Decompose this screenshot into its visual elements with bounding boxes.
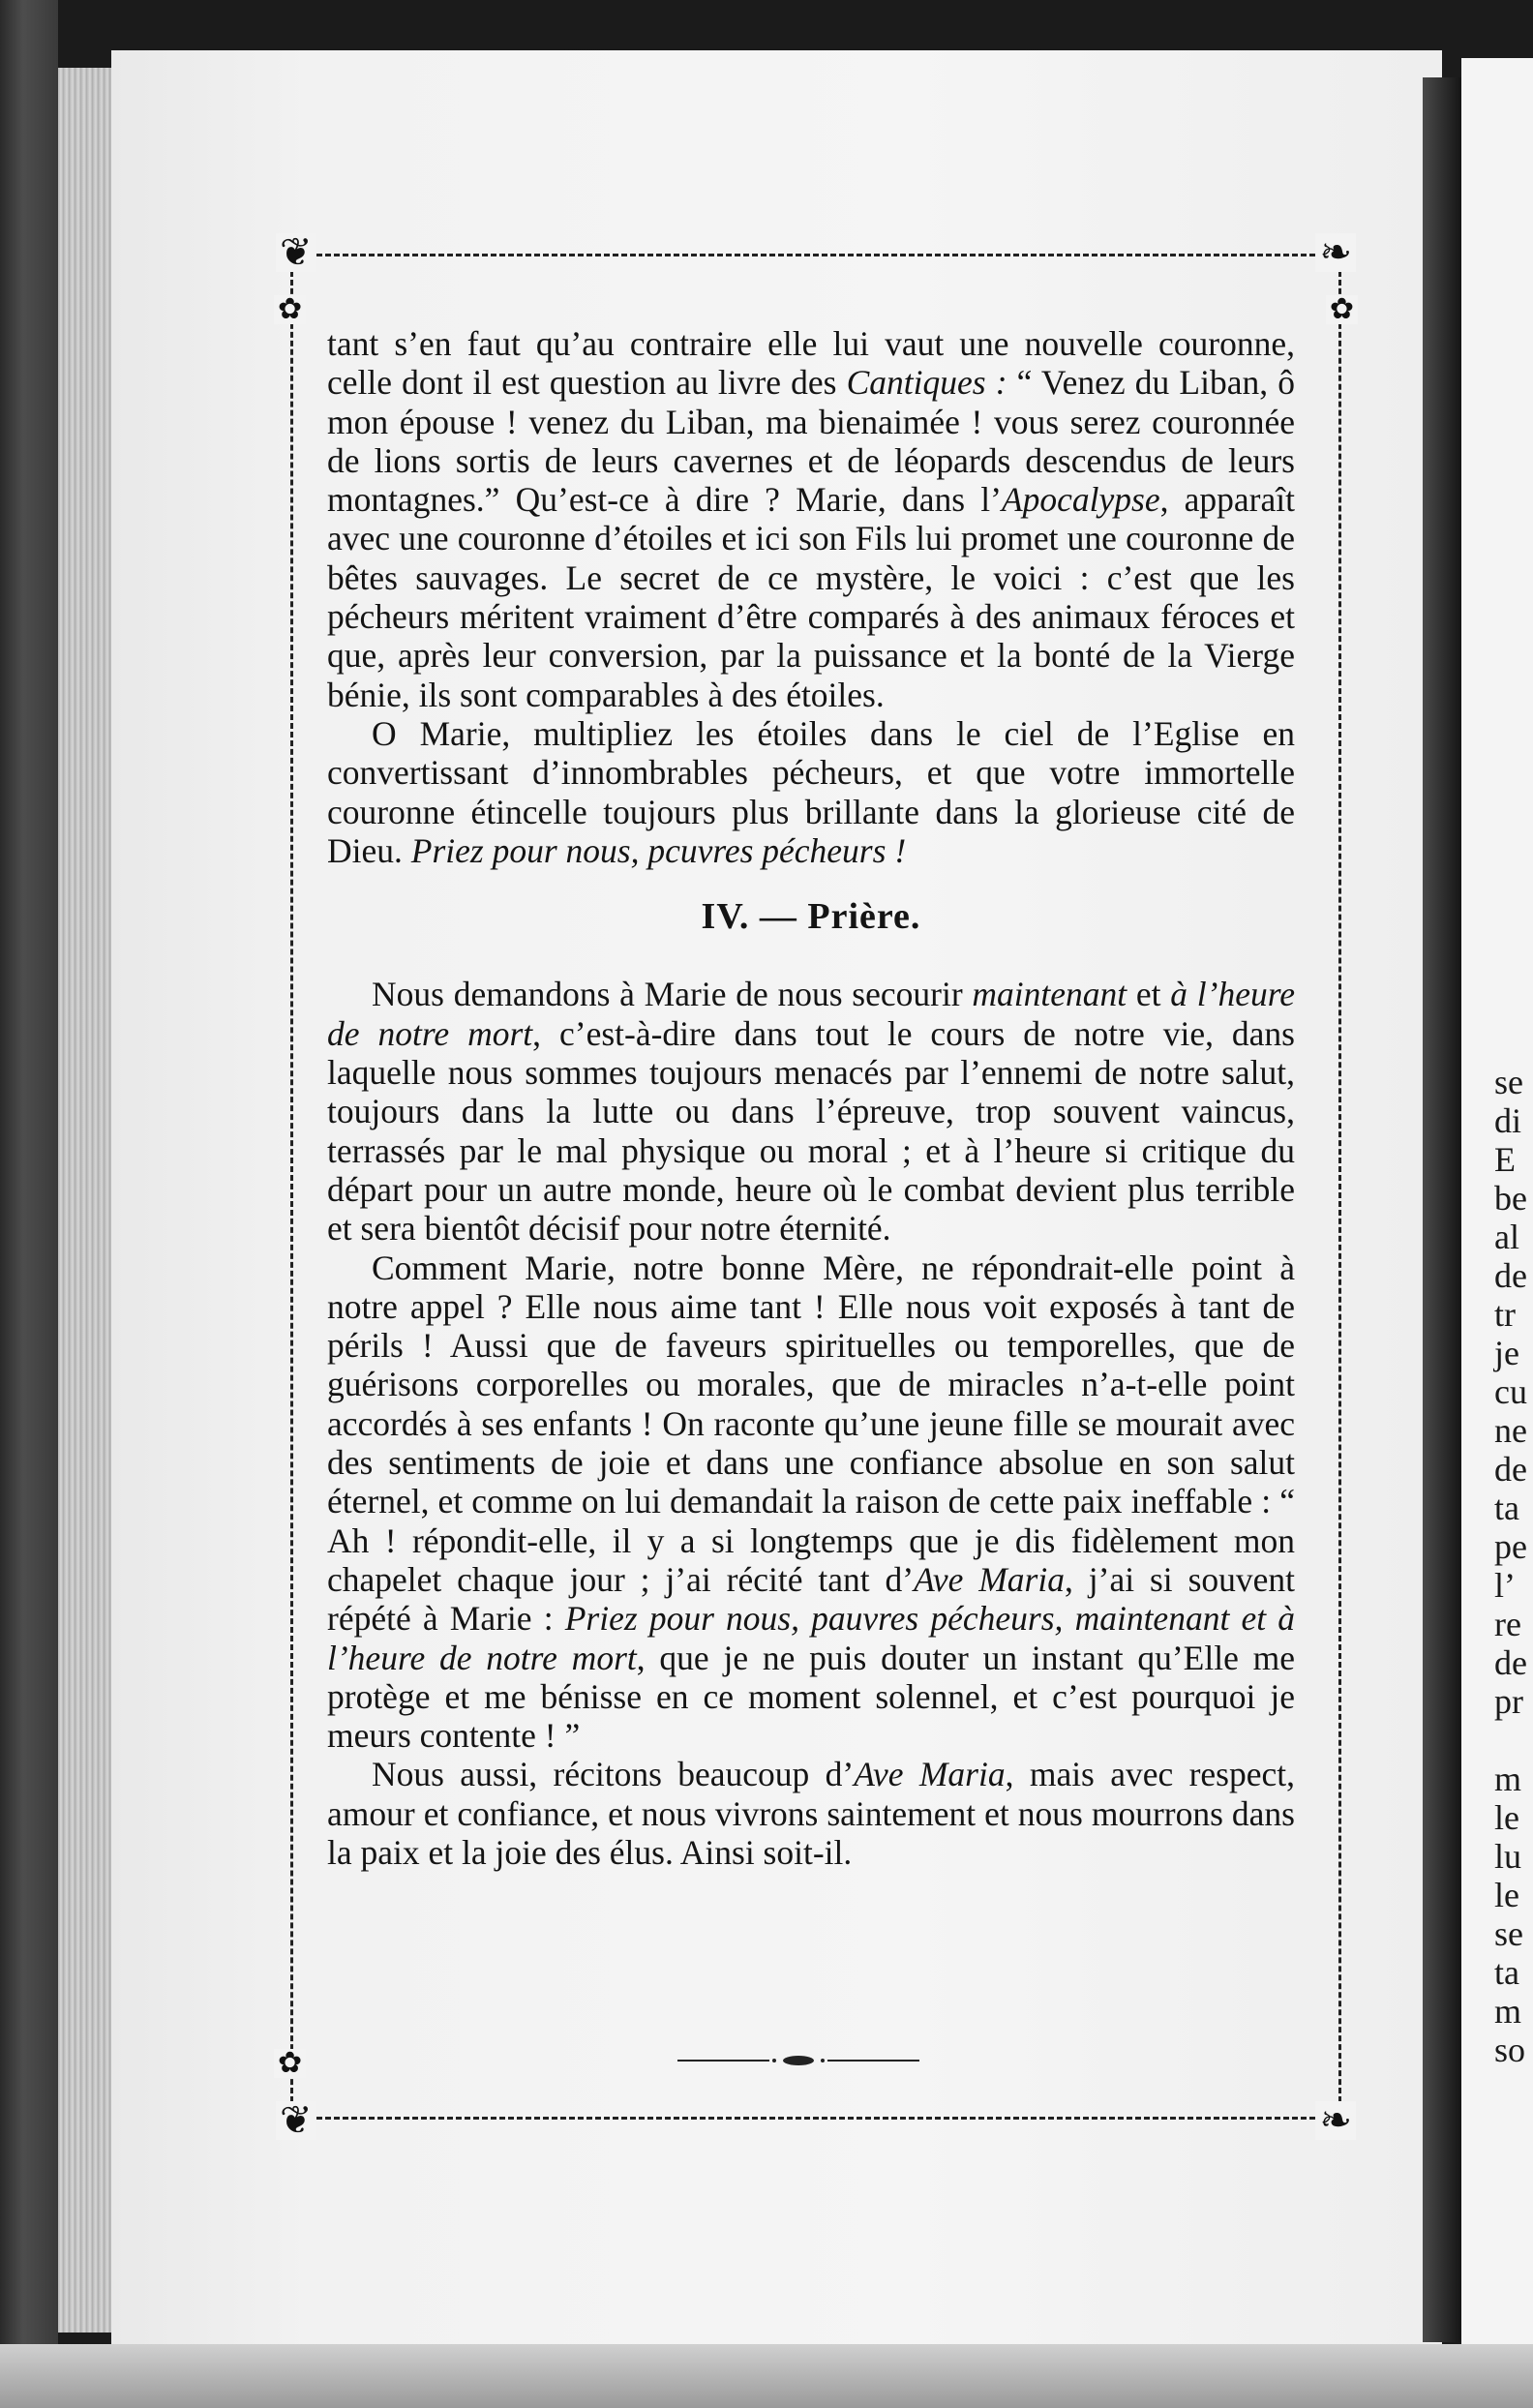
adjacent-line-fragment: se (1494, 1063, 1523, 1101)
italic-segment: Ave Maria (854, 1755, 1006, 1794)
floral-corner-icon: ✿ (1326, 295, 1358, 324)
adjacent-line-fragment: ta (1494, 1953, 1519, 1992)
adjacent-line-fragment: le (1494, 1876, 1519, 1914)
paragraph-p4 (327, 1249, 1295, 1756)
adjacent-line-fragment: be (1494, 1179, 1527, 1218)
adjacent-line-fragment: E (1494, 1140, 1516, 1179)
scan-bottom-edge (0, 2344, 1533, 2408)
text-segment: Comment Marie, notre bonne Mère, ne répondrait-elle point à notre appel ? Elle nous aime tant ! Elle nous voit exposés à tant de périls ! Aussi que de faveurs spirituelles ou temporelles, que de guérisons corporelles ou morales, que de miracles n’a-t-elle point accordés à ses enfants ! On raconte qu’une jeune fille se mourait avec des sentiments de joie et dans une confiance absolue en son salut éternel, et comme on lui demandait la raison de cette paix ineffable : “ Ah ! répondit-elle, il y a si longtemps que je dis fidèlement mon chapelet chaque jour ; j’ai récité tant d’ (327, 1248, 1295, 1599)
adjacent-line-fragment: m (1494, 1760, 1522, 1798)
section-heading: IV. — Prière. (701, 896, 921, 938)
adjacent-line-fragment: de (1494, 1256, 1527, 1295)
adjacent-page (1461, 58, 1533, 2362)
adjacent-line-fragment: so (1494, 2031, 1526, 2069)
floral-corner-icon: ❧ (1315, 2101, 1356, 2140)
text-segment: et (1127, 975, 1171, 1014)
adjacent-line-fragment: pe (1494, 1527, 1527, 1566)
text-segment: tant s’en faut qu’au contraire elle lui vaut une nouvelle couronne, celle dont il est question au livre des (327, 324, 1295, 403)
book-spine (1423, 77, 1461, 2342)
adjacent-line-fragment: lu (1494, 1837, 1522, 1876)
adjacent-line-fragment: le (1494, 1798, 1519, 1837)
text-segment: , c’est-à-dire dans tout le cours de notre vie, dans laquelle nous sommes toujours menacés par l’ennemi de notre salut, toujours dans la lutte ou dans l’épreuve, trop souvent vaincus, terrassés par le mal physique ou moral ; et à l’heure si critique du départ pour un autre monde, heure où le combat devient plus terrible et sera bientôt décisif pour notre éternité. (327, 1013, 1295, 1249)
text-block-upper (327, 324, 1295, 870)
text-segment: O Marie, multipliez les étoiles dans le ciel de l’Eglise en convertissant d’innombrables pécheurs, et que votre immortelle couronne étincelle toujours plus brillante dans la glorieuse cité de Dieu. (327, 713, 1295, 870)
adjacent-line-fragment: tr (1494, 1295, 1516, 1334)
text-segment: , mais avec respect, amour et confiance, et nous vivrons saintement et nous mourrons dans la paix et la joie des élus. Ainsi soit-il. (327, 1755, 1296, 1872)
italic-segment: Apocalypse (1001, 480, 1160, 520)
tailpiece-ornament-icon (677, 2055, 919, 2066)
italic-segment: maintenant (972, 975, 1127, 1014)
adjacent-line-fragment: je (1494, 1334, 1519, 1372)
text-segment: Nous aussi, récitons beaucoup d’ (372, 1755, 855, 1794)
text-segment: Nous demandons à Marie de nous secourir (372, 975, 973, 1014)
adjacent-line-fragment: al (1494, 1218, 1519, 1256)
adjacent-line-fragment: l’ (1494, 1566, 1516, 1605)
floral-corner-icon: ❦ (276, 2101, 316, 2140)
text-segment: “ Venez du Liban, ô mon épouse ! venez du Liban, ma bienaimée ! vous serez couronnée de lions sortis de leurs cavernes et de léopards descendus de leurs montagnes.” Qu’est-ce à dire ? Marie, dans l’ (327, 363, 1295, 520)
text-segment: , que je ne puis douter un instant qu’Elle me protège et me bénisse en ce moment solennel, et c’est pourquoi je meurs contente ! ” (327, 1638, 1295, 1756)
paragraph-p2 (327, 714, 1295, 870)
italic-segment: Priez pour nous, pauvres pécheurs, maintenant et à l’heure de notre mort (327, 1599, 1295, 1677)
floral-corner-icon: ❧ (1315, 233, 1356, 272)
adjacent-line-fragment: cu (1494, 1372, 1527, 1411)
adjacent-line-fragment: ta (1494, 1489, 1519, 1527)
italic-segment: à l’heure de notre mort (327, 975, 1296, 1053)
text-segment: , apparaît avec une couronne d’étoiles et ici son Fils lui promet une couronne de bêtes sauvages. Le secret de ce mystère, le voici : c’est que les pécheurs méritent vraiment d’être comparés à des animaux féroces et que, après leur conversion, par la puissance et la bonté de la Vierge bénie, ils sont comparables à des étoiles. (327, 480, 1295, 714)
adjacent-line-fragment: ne (1494, 1411, 1527, 1450)
adjacent-line-fragment: se (1494, 1914, 1523, 1953)
scan-gutter (0, 0, 58, 2408)
text-block-lower (327, 975, 1295, 1872)
adjacent-line-fragment: de (1494, 1643, 1527, 1682)
page-edges (58, 68, 113, 2333)
italic-segment: Priez pour nous, pcuvres pécheurs ! (410, 830, 907, 870)
text-segment: , j’ai si souvent répété à Marie : (327, 1559, 1296, 1639)
adjacent-line-fragment: m (1494, 1992, 1522, 2031)
italic-segment: Cantiques : (846, 363, 1007, 403)
adjacent-line-fragment: de (1494, 1450, 1527, 1489)
adjacent-line-fragment: pr (1494, 1682, 1523, 1721)
adjacent-line-fragment: di (1494, 1101, 1522, 1140)
adjacent-line-fragment: re (1494, 1605, 1521, 1643)
paragraph-p1 (327, 324, 1295, 714)
italic-segment: Ave Maria (914, 1559, 1065, 1599)
floral-corner-icon: ✿ (274, 295, 306, 324)
floral-corner-icon: ✿ (274, 2049, 306, 2078)
paragraph-p3 (327, 975, 1295, 1248)
paragraph-p5 (327, 1755, 1295, 1872)
floral-corner-icon: ❦ (276, 233, 316, 272)
page-text (327, 324, 1295, 1872)
